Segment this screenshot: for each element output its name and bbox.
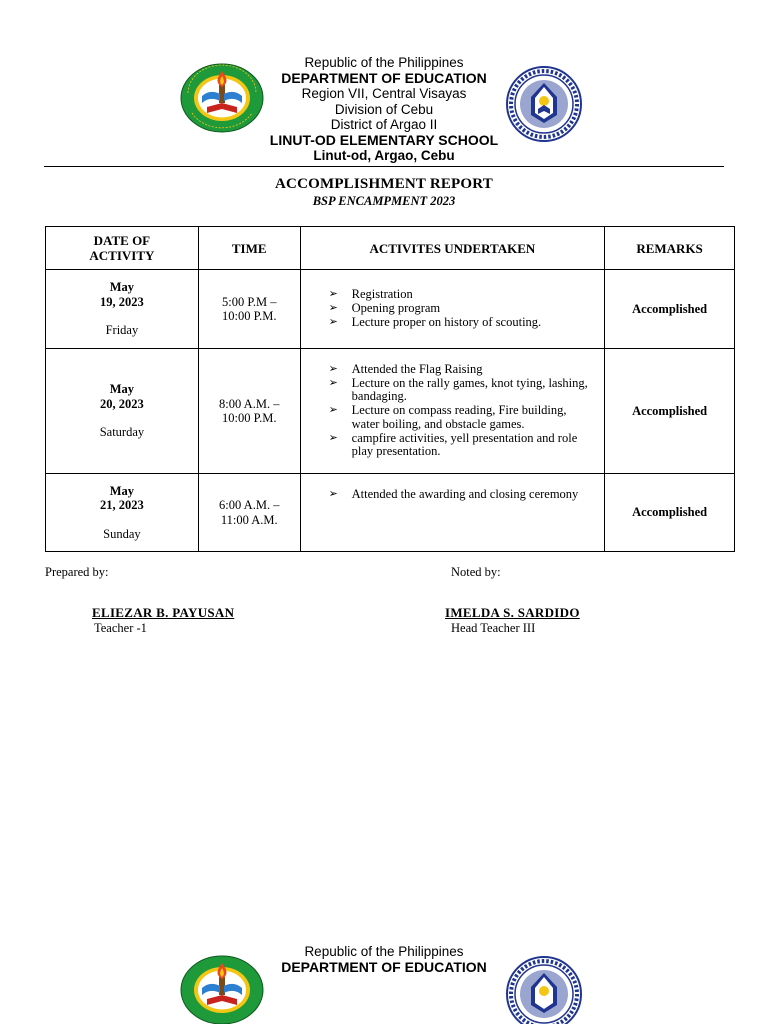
activity-text: Registration	[351, 287, 413, 302]
school-name-line: LINUT-OD ELEMENTARY SCHOOL	[269, 131, 499, 148]
noted-by-signature	[445, 605, 580, 636]
list-item	[329, 432, 597, 460]
time-end: 11:00 A.M.	[220, 512, 278, 527]
letterhead-top	[0, 55, 768, 164]
date-weekday: Friday	[105, 323, 139, 338]
activity-list	[329, 488, 597, 502]
list-item	[329, 404, 597, 432]
activity-list	[329, 288, 597, 329]
remarks-cell: Accomplished	[605, 474, 735, 552]
activity-text: Lecture proper on history of scouting.	[351, 314, 542, 329]
list-item	[329, 377, 597, 405]
time-start: 6:00 A.M. –	[219, 498, 280, 512]
activities-cell	[300, 474, 605, 552]
arrow-bullet-icon: ➢	[328, 315, 338, 328]
header-date	[46, 227, 199, 270]
activity-text: Lecture on the rally games, knot tying, lashing, bandaging.	[351, 375, 588, 404]
deped-seal-icon	[505, 955, 583, 1024]
header-remarks: REMARKS	[605, 227, 735, 270]
date-month: May	[109, 382, 135, 397]
arrow-bullet-icon: ➢	[328, 376, 338, 389]
arrow-bullet-icon: ➢	[328, 431, 338, 444]
school-seal-icon	[180, 63, 264, 133]
noted-by-label: Noted by:	[451, 565, 501, 579]
report-title: ACCOMPLISHMENT REPORT	[275, 176, 493, 192]
arrow-bullet-icon: ➢	[328, 362, 338, 375]
date-cell	[46, 349, 199, 474]
date-day-year: 20, 2023	[100, 396, 144, 411]
activity-text: Lecture on compass reading, Fire building, water boiling, and obstacle games.	[351, 403, 567, 431]
report-title-block	[0, 175, 768, 209]
arrow-bullet-icon: ➢	[328, 302, 338, 315]
table-row	[46, 474, 735, 552]
date-cell	[46, 474, 199, 552]
school-seal-icon	[180, 955, 264, 1024]
time-cell	[198, 349, 300, 474]
time-start: 5:00 P.M –	[221, 294, 277, 309]
letterhead-bottom	[0, 944, 768, 975]
activity-text: campfire activities, yell presentation and role play presentation.	[351, 430, 578, 459]
activity-list	[329, 363, 597, 460]
prepared-by-signature	[92, 605, 234, 636]
date-weekday: Saturday	[99, 425, 145, 440]
table-header-row	[46, 227, 735, 270]
remarks-cell: Accomplished	[605, 270, 735, 349]
school-address-line: Linut-od, Argao, Cebu	[313, 148, 455, 163]
list-item	[329, 288, 597, 302]
list-item	[329, 363, 597, 377]
district-line: District of Argao II	[330, 117, 438, 132]
region-line: Region VII, Central Visayas	[301, 86, 467, 101]
department-line: DEPARTMENT OF EDUCATION	[281, 958, 487, 975]
prepared-by-label: Prepared by:	[45, 565, 109, 579]
time-start: 8:00 A.M. –	[219, 396, 280, 411]
noted-by-name: IMELDA S. SARDIDO	[445, 605, 580, 620]
arrow-bullet-icon: ➢	[328, 288, 338, 301]
activities-cell	[300, 349, 605, 474]
date-day-year: 21, 2023	[100, 498, 144, 513]
header-time: TIME	[198, 227, 300, 270]
time-end: 10:00 P.M.	[221, 411, 277, 425]
report-subtitle: BSP ENCAMPMENT 2023	[312, 194, 456, 208]
date-cell	[46, 270, 199, 349]
table-row	[46, 349, 735, 474]
activity-text: Attended the Flag Raising	[351, 361, 483, 376]
table-row	[46, 270, 735, 349]
noted-by-position: Head Teacher III	[451, 621, 536, 635]
time-cell	[198, 474, 300, 552]
republic-line: Republic of the Philippines	[304, 944, 464, 959]
accomplishment-table	[45, 226, 735, 552]
list-item	[329, 488, 597, 502]
republic-line: Republic of the Philippines	[304, 55, 464, 70]
deped-seal-icon	[505, 65, 583, 143]
date-weekday: Sunday	[103, 526, 141, 541]
prepared-by-position: Teacher -1	[94, 621, 147, 635]
date-month: May	[109, 483, 135, 498]
time-end: 10:00 P.M.	[221, 309, 277, 323]
time-cell	[198, 270, 300, 349]
activity-text: Attended the awarding and closing ceremony	[351, 487, 579, 501]
arrow-bullet-icon: ➢	[328, 404, 338, 417]
header-divider	[44, 166, 724, 167]
activity-text: Opening program	[351, 301, 441, 316]
arrow-bullet-icon: ➢	[328, 488, 338, 500]
remarks-cell: Accomplished	[605, 349, 735, 474]
activities-cell	[300, 270, 605, 349]
prepared-by-name: ELIEZAR B. PAYUSAN	[92, 605, 235, 620]
department-line: DEPARTMENT OF EDUCATION	[281, 69, 487, 86]
date-month: May	[109, 280, 135, 295]
header-activities: ACTIVITES UNDERTAKEN	[300, 227, 605, 270]
list-item	[329, 316, 597, 330]
list-item	[329, 302, 597, 316]
date-day-year: 19, 2023	[100, 294, 144, 309]
division-line: Division of Cebu	[334, 101, 434, 117]
header-date-label: DATE OF ACTIVITY	[89, 233, 155, 263]
